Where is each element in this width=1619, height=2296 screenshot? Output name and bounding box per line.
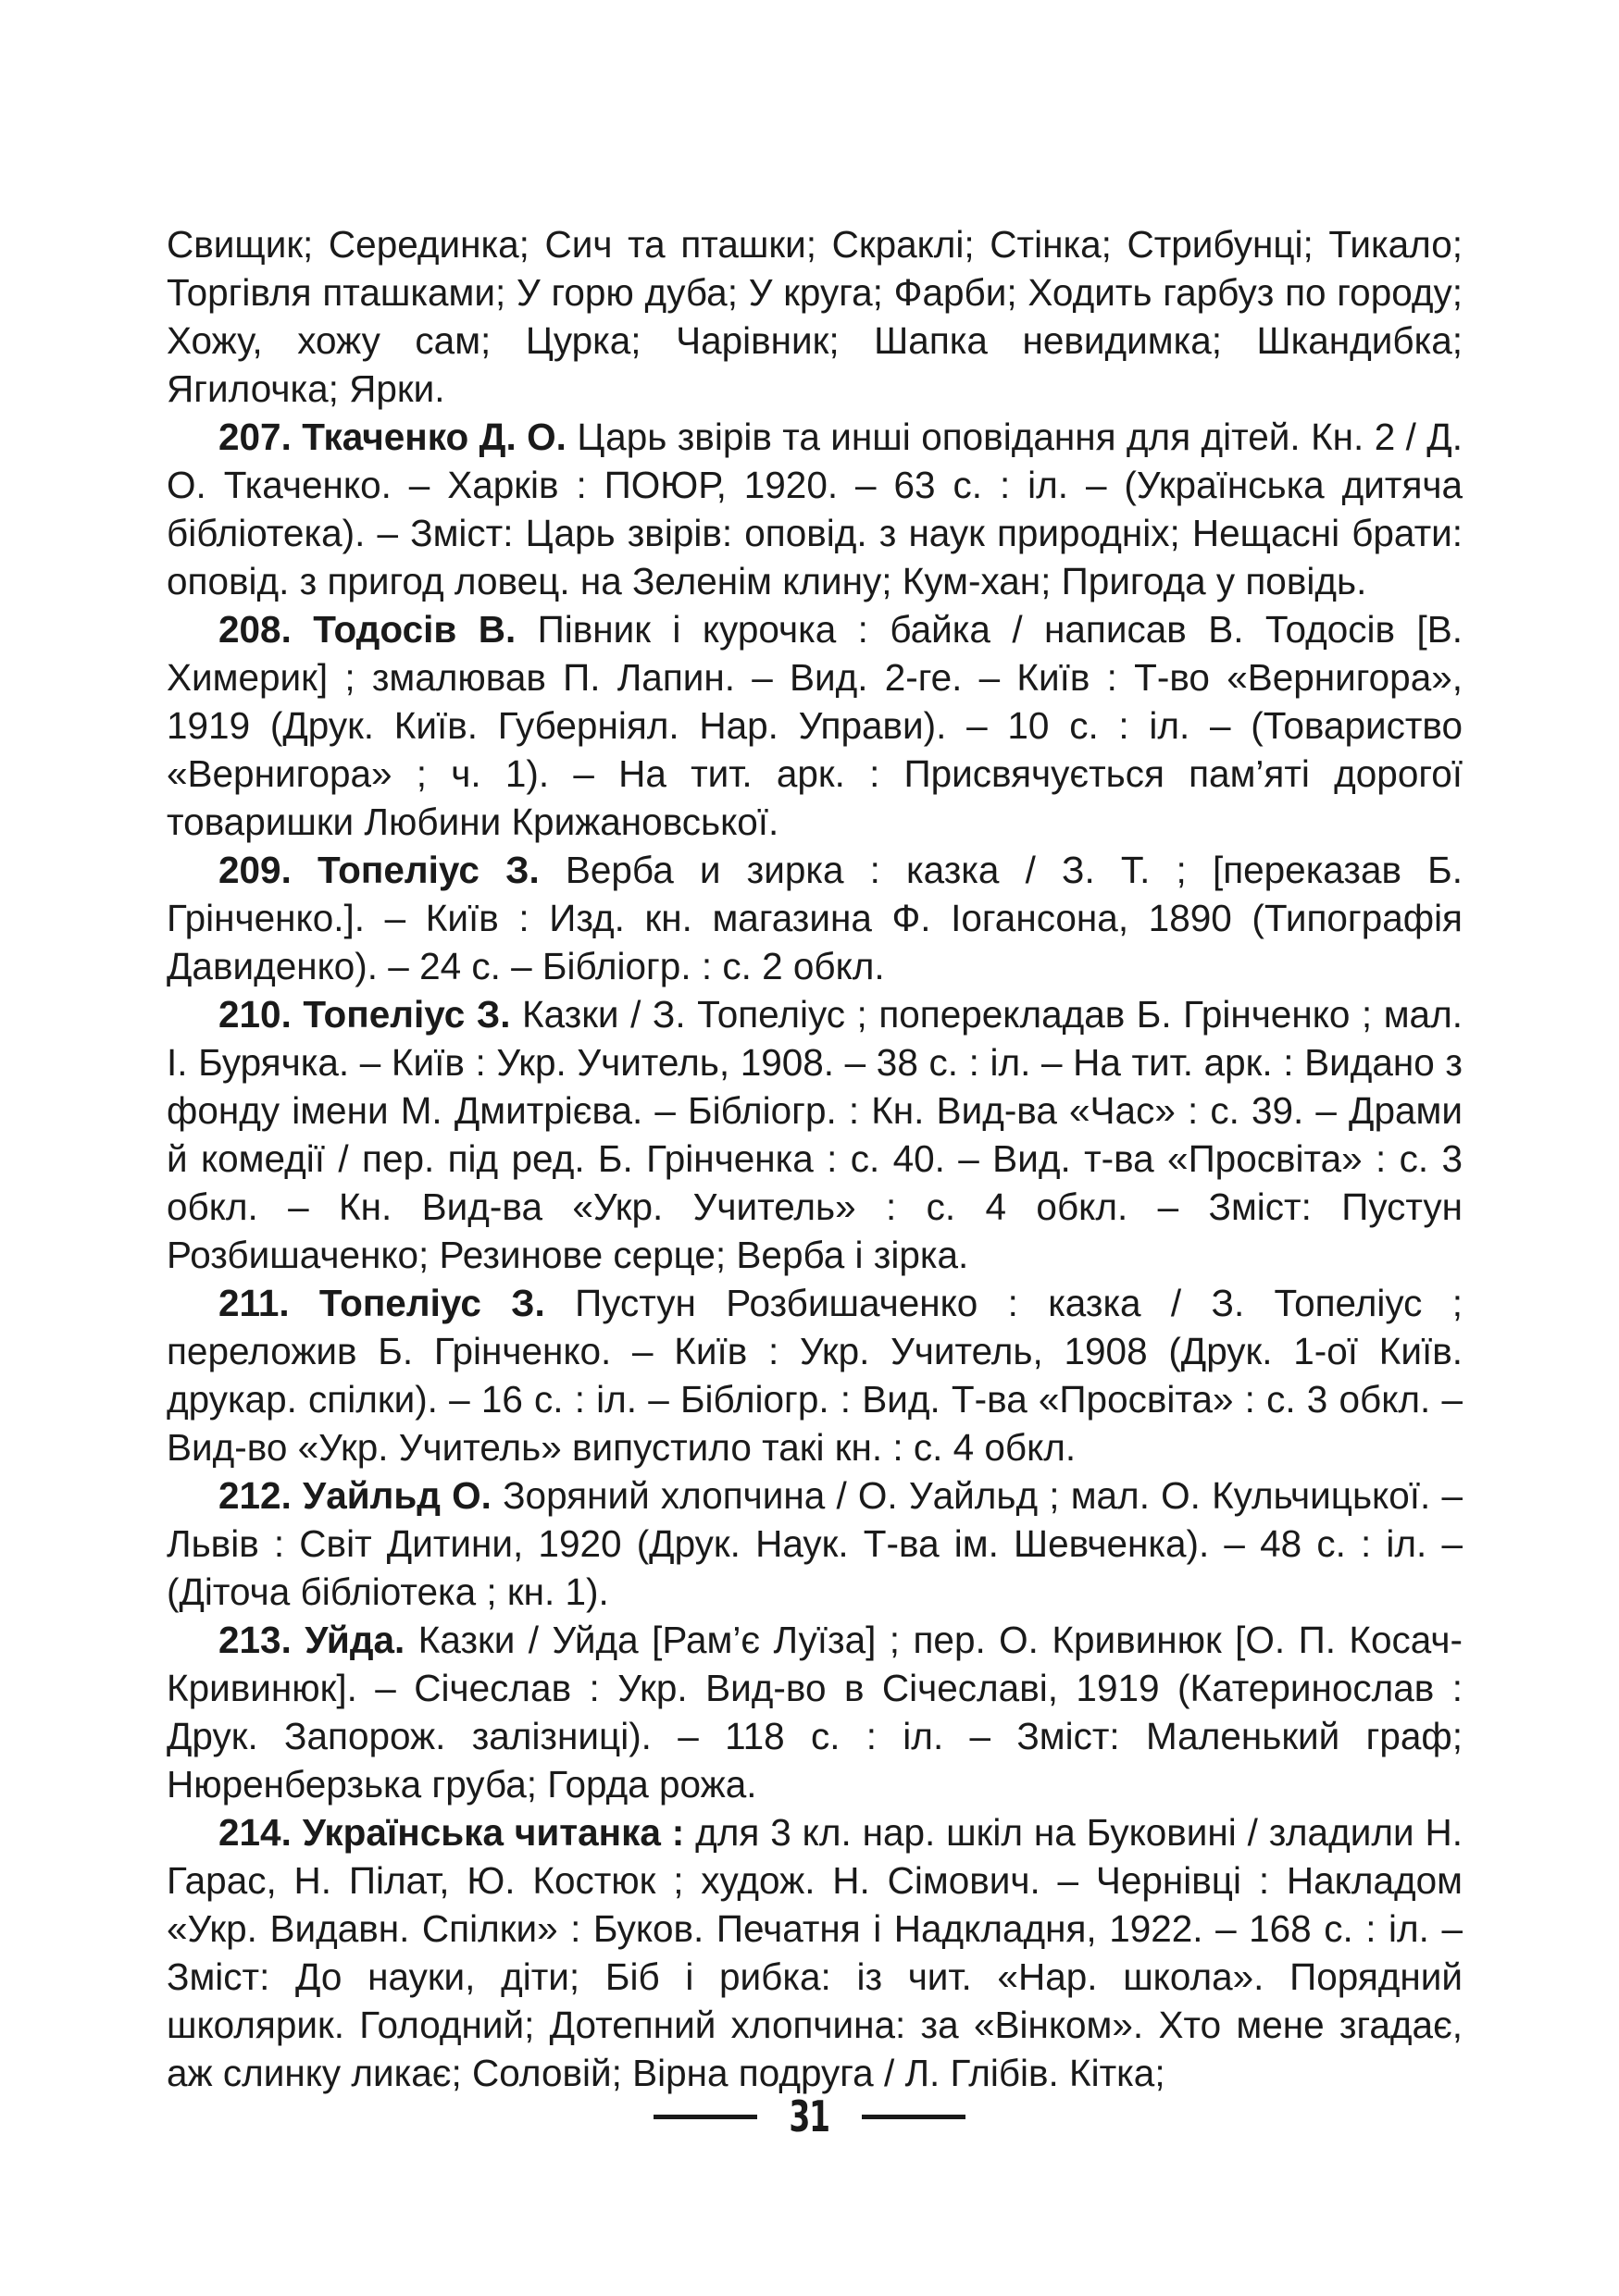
entry-number: 207.	[218, 416, 292, 458]
bibliography-entry-209	[167, 846, 1463, 990]
footer-rule-right	[862, 2115, 965, 2119]
entry-number: 213.	[218, 1619, 292, 1661]
entry-number: 212.	[218, 1474, 292, 1517]
entry-number: 211.	[218, 1282, 290, 1324]
continuation-text: Свищик; Серединка; Сич та пташки; Скраклі; Стінка; Стрибунці; Тикало; Торгівля пташками; У горю дуба; У круга; Фарби; Ходить гарбуз по городу; Хожу, хожу сам; Цурка; Чарівник; Шапка невидимка; Шкандибка; Ягилочка; Ярки.	[167, 223, 1463, 410]
bibliography-page	[167, 220, 1463, 2097]
entry-text: Зоряний хлопчина / О. Уайльд ; мал. О. Кульчицької. – Львів : Світ Дитини, 1920 (Друк. Наук. Т-ва ім. Шевченка). – 48 с. : іл. – (Діточа бібліотека ; кн. 1).	[167, 1474, 1463, 1613]
entry-text: Казки / З. Топеліус ; поперекладав Б. Грінченко ; мал. І. Бурячка. – Київ : Укр. Учитель, 1908. – 38 с. : іл. – На тит. арк. : Видано з фонду імени М. Дмитрієва. – Бібліогр. : Кн. Вид-ва «Час» : с. 39. – Драми й комедії / пер. під ред. Б. Грінченка : с. 40. – Вид. т-ва «Просвіта» : с. 3 обкл. – Кн. Вид-ва «Укр. Учитель» : с. 4 обкл. – Зміст: Пустун Розбишаченко; Резинове серце; Верба і зірка.	[167, 993, 1463, 1276]
entry-text: для 3 кл. нар. шкіл на Буковині / зладили Н. Гарас, Н. Пілат, Ю. Костюк ; худож. Н. Сімович. – Чернівці : Накладом «Укр. Видавн. Спілки» : Буков. Печатня і Надкладня, 1922. – 168 с. : іл. – Зміст: До науки, діти; Біб і рибка: із чит. «Нар. школа». Порядний школярик. Голодний; Дотепний хлопчина: за «Вінком». Хто мене згадає, аж слинку ликає; Соловій; Вірна подруга / Л. Глібів. Кітка;	[167, 1811, 1463, 2094]
bibliography-entry-213	[167, 1616, 1463, 1808]
bibliography-entry-212	[167, 1471, 1463, 1616]
entry-number: 209.	[218, 849, 292, 891]
entry-author: Топеліус З.	[318, 1282, 545, 1324]
entry-author: Уйда.	[305, 1619, 405, 1661]
entry-text: Пустун Розбишаченко : казка / З. Топеліус ; переложив Б. Грінченко. – Київ : Укр. Учитель, 1908 (Друк. 1-ої Київ. друкар. спілки). – 16 с. : іл. – Бібліогр. : Вид. Т-ва «Просвіта» : с. 3 обкл. – Вид-во «Укр. Учитель» випустило такі кн. : с. 4 обкл.	[167, 1282, 1463, 1469]
entry-author: Тодосів В.	[313, 608, 517, 651]
bibliography-entry-214	[167, 1808, 1463, 2097]
entry-title: Українська читанка :	[302, 1811, 685, 1854]
page-number: 31	[789, 2091, 830, 2141]
bibliography-entry-210	[167, 990, 1463, 1279]
footer-rule-left	[654, 2115, 757, 2119]
entry-author: Топеліус З.	[303, 993, 511, 1036]
entry-text: Казки / Уйда [Рам’є Луїза] ; пер. О. Кривинюк [О. П. Косач-Кривинюк]. – Січеслав : Укр. Вид-во в Січеславі, 1919 (Катеринослав : Друк. Запорож. залізниці). – 118 с. : іл. – Зміст: Маленький граф; Нюренберзька груба; Горда рожа.	[167, 1619, 1463, 1806]
entry-author: Ткаченко Д. О.	[302, 416, 567, 458]
entry-text: Півник і курочка : байка / написав В. Тодосів [В. Химерик] ; змалював П. Лапин. – Вид. 2-ге. – Київ : Т-во «Вернигора», 1919 (Друк. Київ. Губерніял. Нар. Управи). – 10 с. : іл. – (Товариство «Вернигора» ; ч. 1). – На тит. арк. : Присвячується пам’яті дорогої товаришки Любини Крижановської.	[167, 608, 1463, 843]
entry-number: 208.	[218, 608, 292, 651]
entry-author: Топеліус З.	[317, 849, 540, 891]
bibliography-entry-211	[167, 1279, 1463, 1471]
entry-author: Уайльд О.	[303, 1474, 492, 1517]
entry-number: 214.	[218, 1811, 292, 1854]
entry-text: Царь звірів та инші оповідання для дітей. Кн. 2 / Д. О. Ткаченко. – Харків : ПОЮР, 1920. – 63 с. : іл. – (Українська дитяча бібліотека). – Зміст: Царь звірів: оповід. з наук природніх; Нещасні брати: оповід. з пригод ловец. на Зеленім клину; Кум-хан; Пригода у повідь.	[167, 416, 1463, 602]
page-footer	[0, 2079, 1619, 2153]
bibliography-entry-207	[167, 413, 1463, 605]
bibliography-entry-208	[167, 605, 1463, 846]
entry-number: 210.	[218, 993, 292, 1036]
entry-text: Верба и зирка : казка / З. Т. ; [переказав Б. Грінченко.]. – Київ : Изд. кн. магазина Ф. Іогансона, 1890 (Типографія Давиденко). – 24 с. – Бібліогр. : с. 2 обкл.	[167, 849, 1463, 987]
